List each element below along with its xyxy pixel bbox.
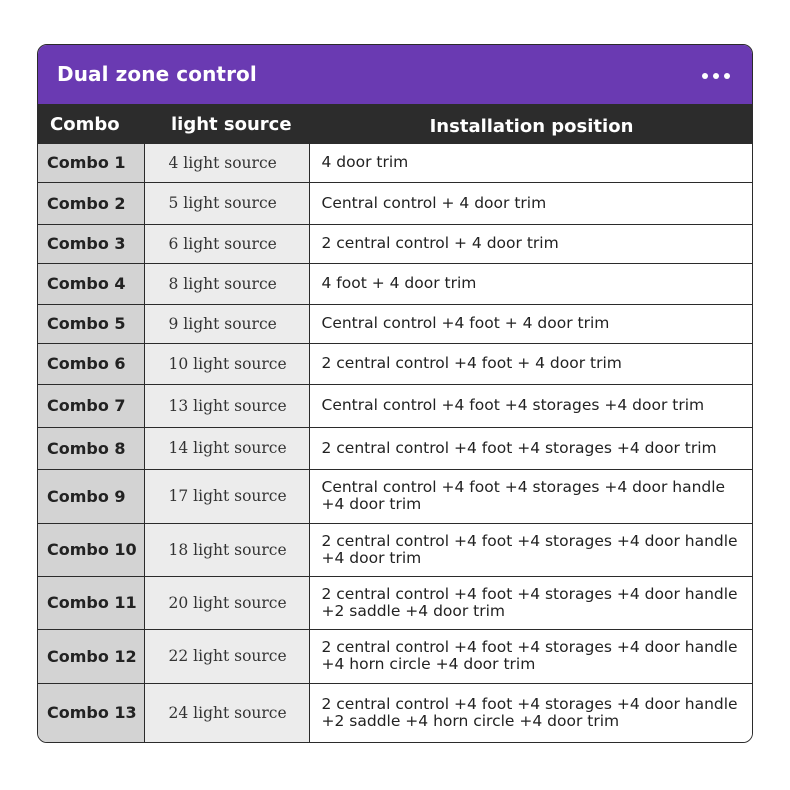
- table-row: [38, 683, 753, 742]
- installation-position-cell: 2 central control +4 foot +4 storages +4 door handle +4 horn circle +4 door trim: [309, 629, 753, 683]
- installation-position-cell: 2 central control +4 foot +4 storages +4 door handle +2 saddle +4 door trim: [309, 576, 753, 629]
- light-source-cell: 17 light source: [144, 469, 309, 523]
- light-source-cell: 9 light source: [144, 304, 309, 343]
- light-source-cell: 5 light source: [144, 182, 309, 224]
- table-row: [38, 343, 753, 384]
- table-row: [38, 469, 753, 523]
- combo-cell: Combo 1: [38, 144, 144, 182]
- table-header-row: [38, 104, 753, 144]
- combo-cell: Combo 7: [38, 384, 144, 427]
- table-row: [38, 182, 753, 224]
- more-dot: [713, 73, 719, 79]
- installation-position-cell: 2 central control +4 foot + 4 door trim: [309, 343, 753, 384]
- column-header-light-source: light source: [144, 104, 309, 144]
- combo-cell: Combo 9: [38, 469, 144, 523]
- column-header-installation-position: Installation position: [309, 104, 753, 144]
- column-header-combo: Combo: [38, 104, 144, 144]
- table-body: [38, 144, 753, 742]
- combo-table: [38, 104, 753, 742]
- installation-position-cell: Central control + 4 door trim: [309, 182, 753, 224]
- combo-cell: Combo 3: [38, 224, 144, 263]
- installation-position-cell: 2 central control +4 foot +4 storages +4 door handle +4 door trim: [309, 523, 753, 576]
- installation-position-cell: Central control +4 foot +4 storages +4 door handle +4 door trim: [309, 469, 753, 523]
- table-row: [38, 384, 753, 427]
- light-source-cell: 14 light source: [144, 427, 309, 469]
- light-source-cell: 6 light source: [144, 224, 309, 263]
- table-row: [38, 144, 753, 182]
- combo-cell: Combo 5: [38, 304, 144, 343]
- combo-cell: Combo 13: [38, 683, 144, 742]
- light-source-cell: 13 light source: [144, 384, 309, 427]
- light-source-cell: 8 light source: [144, 263, 309, 304]
- installation-position-cell: 4 door trim: [309, 144, 753, 182]
- table-row: [38, 427, 753, 469]
- combo-cell: Combo 11: [38, 576, 144, 629]
- combo-cell: Combo 6: [38, 343, 144, 384]
- combo-cell: Combo 8: [38, 427, 144, 469]
- table-row: [38, 304, 753, 343]
- light-source-cell: 22 light source: [144, 629, 309, 683]
- more-dot: [724, 73, 730, 79]
- combo-cell: Combo 2: [38, 182, 144, 224]
- title-bar: [38, 45, 752, 104]
- table-row: [38, 224, 753, 263]
- light-source-cell: 20 light source: [144, 576, 309, 629]
- combo-cell: Combo 4: [38, 263, 144, 304]
- installation-position-cell: Central control +4 foot +4 storages +4 door trim: [309, 384, 753, 427]
- installation-position-cell: 2 central control +4 foot +4 storages +4 door handle +2 saddle +4 horn circle +4 door trim: [309, 683, 753, 742]
- installation-position-cell: 2 central control + 4 door trim: [309, 224, 753, 263]
- light-source-cell: 24 light source: [144, 683, 309, 742]
- combo-cell: Combo 12: [38, 629, 144, 683]
- installation-position-cell: 2 central control +4 foot +4 storages +4 door trim: [309, 427, 753, 469]
- table-row: [38, 263, 753, 304]
- installation-position-cell: 4 foot + 4 door trim: [309, 263, 753, 304]
- installation-position-cell: Central control +4 foot + 4 door trim: [309, 304, 753, 343]
- table-row: [38, 523, 753, 576]
- card-title: Dual zone control: [57, 62, 257, 86]
- light-source-cell: 18 light source: [144, 523, 309, 576]
- more-horizontal-icon[interactable]: [702, 73, 730, 79]
- table-row: [38, 629, 753, 683]
- dual-zone-card: [37, 44, 753, 743]
- light-source-cell: 4 light source: [144, 144, 309, 182]
- light-source-cell: 10 light source: [144, 343, 309, 384]
- combo-cell: Combo 10: [38, 523, 144, 576]
- table-row: [38, 576, 753, 629]
- more-dot: [702, 73, 708, 79]
